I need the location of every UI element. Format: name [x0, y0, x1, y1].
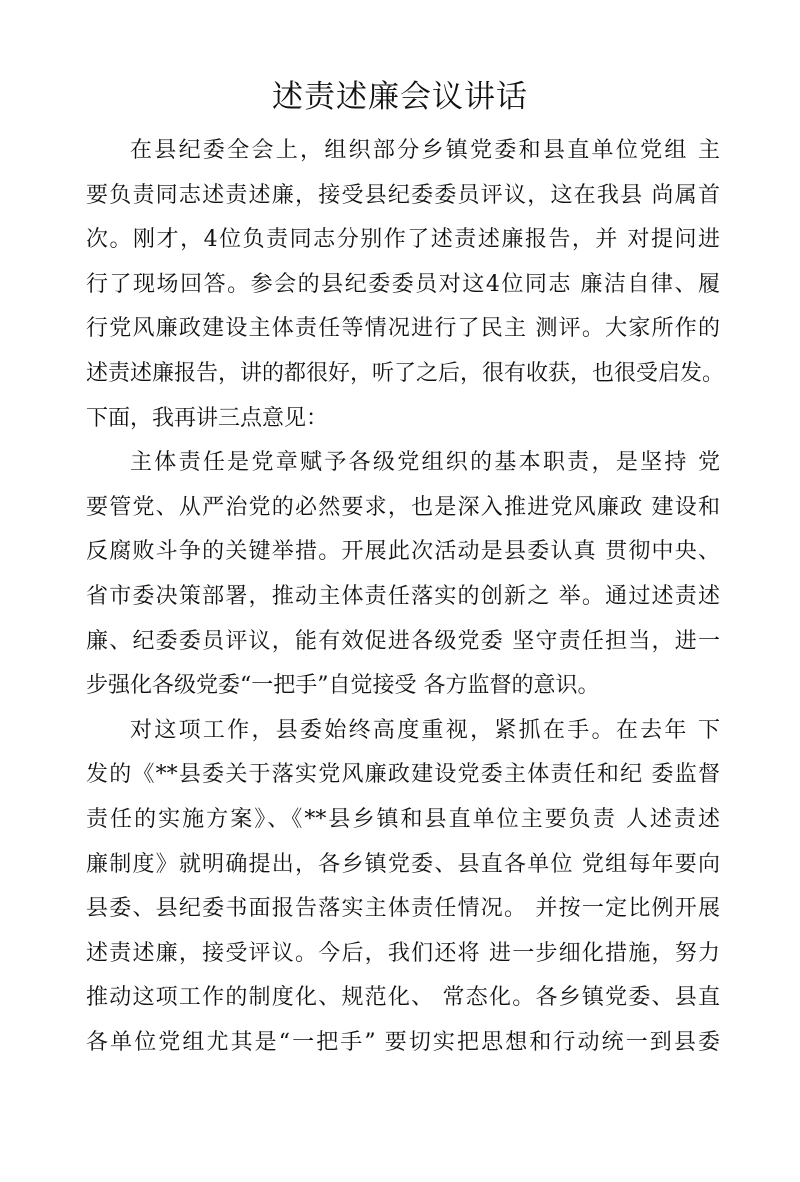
- text-line: 发的《**县委关于落实党风廉政建设党委主体责任和纪 委监督: [86, 762, 720, 788]
- text-line: 次。刚才，4位负责同志分别作了述责述廉报告，并 对提问进: [86, 227, 720, 253]
- text-line: 主体责任是党章赋予各级党组织的基本职责，是坚持 党: [130, 450, 720, 476]
- text-line: 各单位党组尤其是“一把手” 要切实把思想和行动统一到县委: [86, 1029, 720, 1055]
- text-line: 述责述廉，接受评议。今后，我们还将 进一步细化措施，努力: [86, 940, 720, 966]
- paragraph-1: [86, 129, 725, 441]
- text-line: 在县纪委全会上，组织部分乡镇党委和县直单位党组 主: [130, 138, 720, 163]
- text-line: 反腐败斗争的关键举措。开展此次活动是县委认真 贯彻中央、: [86, 539, 720, 565]
- text-line: 县委、县纪委书面报告落实主体责任情况。 并按一定比例开展: [86, 896, 720, 922]
- document-title: 述责述廉会议讲话: [272, 79, 528, 115]
- text-line: 对这项工作，县委始终高度重视，紧抓在手。在去年 下: [130, 717, 720, 743]
- text-line: 下面，我再讲三点意见：: [86, 405, 329, 431]
- text-line: 推动这项工作的制度化、规范化、 常态化。各乡镇党委、县直: [86, 985, 720, 1011]
- text-line: 省市委决策部署，推动主体责任落实的创新之 举。通过述责述: [86, 583, 720, 609]
- text-line: 廉制度》就明确提出，各乡镇党委、县直各单位 党组每年要向: [86, 851, 720, 877]
- text-line: 要负责同志述责述廉，接受县纪委委员评议，这在我县 尚属首: [86, 182, 720, 208]
- text-line: 要管党、从严治党的必然要求，也是深入推进党风廉政 建设和: [86, 494, 720, 520]
- paragraph-3: [86, 709, 720, 1066]
- document-body: [86, 129, 725, 1065]
- text-line: 责任的实施方案》、《**县乡镇和县直单位主要负责 人述责述: [86, 806, 720, 832]
- text-line: 行了现场回答。参会的县纪委委员对这4位同志 廉洁自律、履: [86, 271, 720, 297]
- text-line: 廉、纪委委员评议，能有效促进各级党委 坚守责任担当，进一: [86, 628, 720, 654]
- text-line: 述责述廉报告，讲的都很好，听了之后，很有收获，也很受启发。: [86, 360, 725, 386]
- text-line: 步强化各级党委“一把手”自觉接受 各方监督的意识。: [86, 673, 600, 699]
- text-line: 行党风廉政建设主体责任等情况进行了民主 测评。大家所作的: [86, 316, 720, 342]
- paragraph-2: [86, 441, 720, 709]
